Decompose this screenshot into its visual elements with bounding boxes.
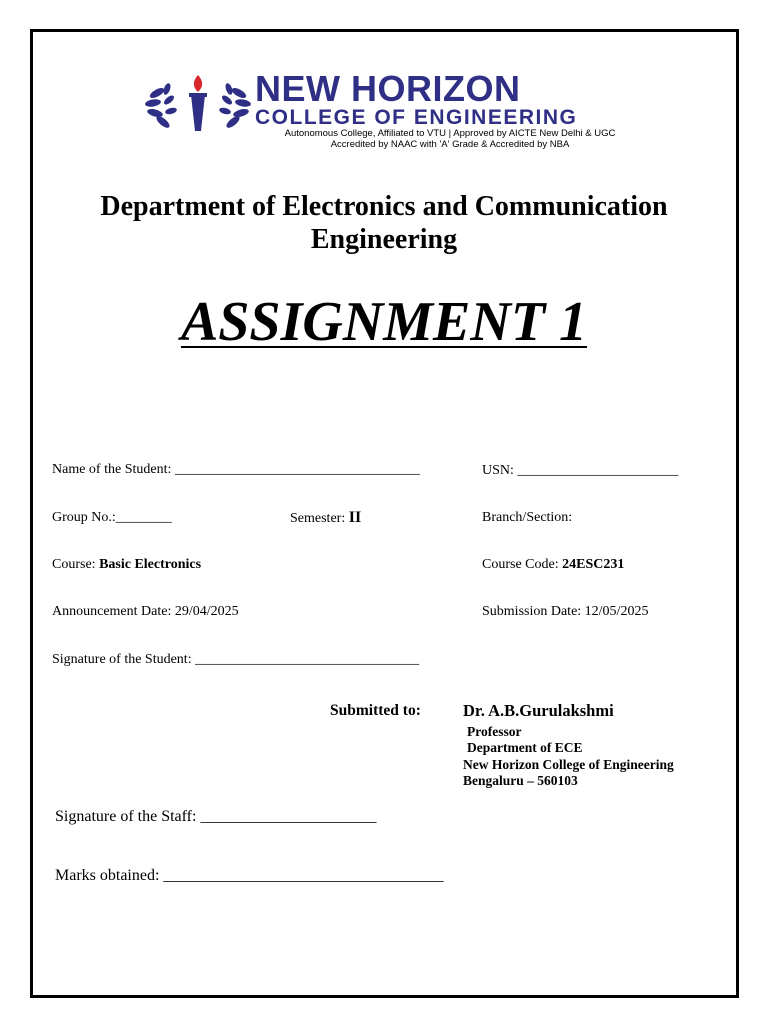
assignment-title [40, 290, 728, 354]
logo-affiliation: Autonomous College, Affiliated to VTU | Approved by AICTE New Delhi & UGC [284, 128, 616, 139]
student-signature-label: Signature of the Student: [52, 652, 196, 667]
course-label: Course: [52, 557, 100, 572]
staff-signature-label: Signature of the Staff: [55, 808, 201, 825]
staff-designation: Professor [467, 724, 522, 739]
semester-value: II [348, 509, 362, 526]
student-name-field [52, 462, 420, 478]
usn-field [482, 463, 678, 479]
logo-subtitle: COLLEGE OF ENGINEERING [255, 106, 578, 129]
emblem-icon [143, 73, 253, 143]
course-code-label: Course Code: [482, 557, 563, 572]
group-blank[interactable]: ________ [115, 510, 172, 525]
marks-field [55, 867, 443, 885]
group-field [52, 510, 172, 526]
department-line-1: Department of Electronics and Communication [100, 191, 668, 222]
submission-field [482, 604, 648, 620]
semester-label: Semester: [290, 511, 349, 526]
announcement-value: 29/04/2025 [174, 604, 239, 619]
usn-label: USN: [482, 463, 518, 478]
staff-college: New Horizon College of Engineering [463, 757, 674, 772]
staff-signature-field [55, 808, 376, 826]
department-heading [40, 190, 728, 256]
semester-field [290, 510, 361, 527]
branch-label: Branch/Section: [482, 510, 573, 525]
student-name-label: Name of the Student: [52, 462, 175, 477]
department-line-2: Engineering [310, 224, 458, 255]
course-code-field [482, 557, 624, 573]
student-signature-blank[interactable]: ________________________________ [195, 652, 420, 667]
student-name-blank[interactable]: ___________________________________ [174, 462, 420, 477]
marks-label: Marks obtained: [55, 867, 164, 884]
announcement-label: Announcement Date: [52, 604, 175, 619]
submission-value: 12/05/2025 [584, 604, 649, 619]
college-logo [115, 55, 660, 153]
course-code-value: 24ESC231 [562, 557, 625, 572]
submitted-to-label: Submitted to: [330, 702, 421, 719]
group-label: Group No.: [52, 510, 116, 525]
assignment-title-text: ASSIGNMENT 1 [180, 291, 588, 353]
announcement-field [52, 604, 239, 620]
branch-field [482, 510, 572, 526]
marks-blank[interactable]: ___________________________________ [163, 867, 444, 884]
staff-department: Department of ECE [467, 740, 583, 755]
submission-label: Submission Date: [482, 604, 585, 619]
student-signature-field [52, 652, 419, 668]
staff-name: Dr. A.B.Gurulakshmi [463, 701, 614, 720]
course-value: Basic Electronics [99, 557, 202, 572]
logo-accreditation: Accredited by NAAC with 'A' Grade & Accredited by NBA [330, 139, 570, 150]
staff-city: Bengaluru – 560103 [463, 773, 578, 788]
logo-title: NEW HORIZON [255, 68, 521, 109]
usn-blank[interactable]: _______________________ [517, 463, 679, 478]
course-field [52, 557, 201, 573]
staff-signature-blank[interactable]: ______________________ [200, 808, 377, 825]
